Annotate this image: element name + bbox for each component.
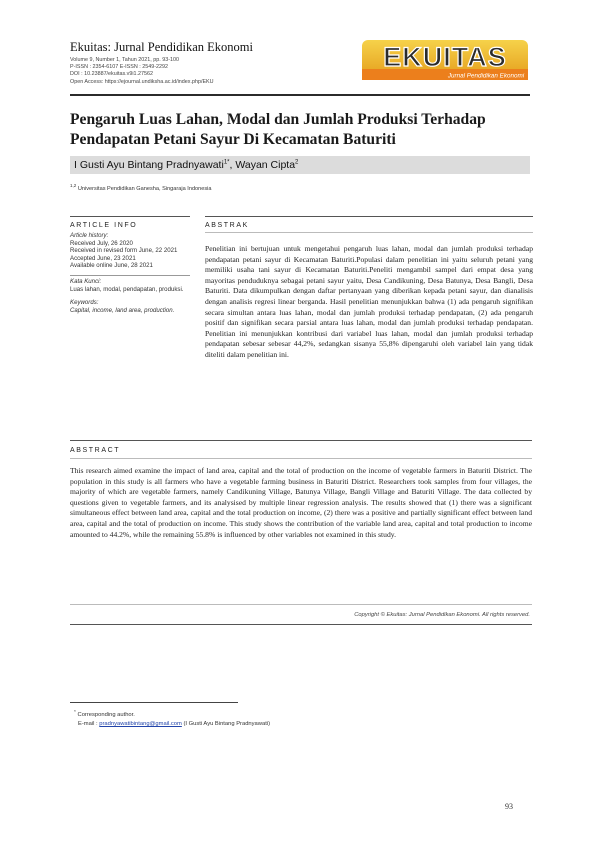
- revised-date: Received in revised form June, 22 2021: [70, 247, 178, 255]
- copyright-rule: [70, 624, 532, 625]
- keywords-id-label: Kata Kunci:: [70, 277, 102, 285]
- abstrak-rule: [205, 216, 533, 217]
- author-1-marker: 1*: [223, 159, 230, 166]
- paper-title: Pengaruh Luas Lahan, Modal dan Jumlah Produksi Terhadap Pendapatan Petani Sayur Di Kecamatan Baturiti: [70, 111, 486, 148]
- journal-doi: DOI : 10.23887/ekuitas.v9i1.27562: [70, 71, 154, 78]
- keywords-id: Luas lahan, modal, pendapatan, produksi.: [70, 285, 184, 293]
- author-list: [74, 159, 298, 171]
- received-date: Received July, 26 2020: [70, 239, 133, 247]
- author-2: Wayan Cipta: [235, 159, 296, 171]
- journal-name: Ekuitas: Jurnal Pendidikan Ekonomi: [70, 40, 253, 54]
- article-info-heading: ARTICLE INFO: [70, 222, 138, 229]
- abstract-text: This research aimed examine the impact of land area, capital and the total of production on the income of vegetable farmers in Baturiti District. The population in this study is all farmers who have a vegetable farming business in Baturiti District. Researchers took samples from four villages, the majority of which are vegetable farmers, namely Candikuning Village, Batunya Village, Bangli Village and Baturiti Village. The data collected by questions given to vegetable farmers, and its analysised by multiple linear regression analysis. The results showed that (1) there was a significant simultaneous effect between land area, capital and the total production on income, (2) there was a positive and partially significant effect between land area, capital and the total of production on income. This study shows the contribution of the variable land area, capital and total production to income amounted to 44.2%, while the remaining 55.8% is influenced by other variables not examined in this study.: [70, 466, 532, 539]
- keywords-en: Capital, income, land area, production.: [70, 306, 175, 314]
- abstract-heading: ABSTRACT: [70, 447, 121, 454]
- abstrak-heading: ABSTRAK: [205, 222, 249, 229]
- journal-volume: Volume 9, Number 1, Tahun 2021, pp. 93-100: [70, 57, 179, 63]
- online-date: Available online June, 28 2021: [70, 262, 153, 270]
- footnote: [74, 708, 270, 729]
- journal-issn: P-ISSN : 2354-6107 E-ISSN : 2549-2292: [70, 64, 168, 71]
- journal-header: [70, 40, 360, 86]
- affiliation-marker: 1,2: [70, 183, 77, 188]
- history-label: Article history:: [70, 232, 109, 239]
- footnote-rule: [70, 702, 238, 703]
- abstract-rule: [70, 440, 532, 441]
- email-link[interactable]: pradnyawatibintang@gmail.com: [99, 720, 182, 727]
- author-1: I Gusti Ayu Bintang Pradnyawati: [74, 159, 224, 171]
- copyright-notice: Copyright © Ekuitas: Jurnal Pendidikan Ekonomi. All rights reserved.: [354, 612, 530, 618]
- abstrak-subrule: [205, 232, 533, 233]
- article-info: [70, 232, 190, 314]
- logo-subtitle: Jurnal Pendidikan Ekonomi: [447, 72, 525, 80]
- journal-open-access: Open Access: https://ejournal.undiksha.ac.id/index.php/EKU: [70, 78, 214, 85]
- footnote-label: Corresponding author.: [77, 711, 135, 718]
- email-owner: (I Gusti Ayu Bintang Pradnyawati): [181, 720, 271, 727]
- abstrak-text: Penelitian ini bertujuan untuk mengetahui pengaruh luas lahan, modal dan jumlah produksi terhadap pendapatan petani sayur di Kecamatan Baturiti.Populasi dalam penelitian ini yaitu seluruh petani yang memiliki usaha tani sayur di Kecamatan Baturiti.Peneliti mengambil sampel dari empat desa yang mayoritas penduduknya sebagai petani sayur yaitu, Desa Candikuning, Desa Batunya, Desa Bangli, Desa Baturiti. Data dikumpulkan dengan daftar pertanyaan yang diberikan kepada petani sayur, dan dianalisis dengan analisis regresi linear berganda. Hasil penelitian menunjukkan bahwa (1) ada pengaruh signifikan secara simultan antara luas lahan, modal dan jumlah produksi terhadap pendapatan, (2) ada pengaruh positif dan signifikan secara parsial antara luas lahan, modal dan jumlah produksi terhadap pendapatan. Penelitian ini menunjukkan kontribusi dari variabel luas lahan, modal dan jumlah produksi terhadap pendapatan sebesar sebesar 44,2%, sedangkan sisanya 55,8% dipengaruhi oleh variabel lain yang tidak diteliti dalam penelitian ini.: [205, 244, 533, 359]
- author-2-marker: 2: [295, 159, 299, 166]
- footnote-marker: *: [74, 710, 76, 715]
- abstract-bottom-rule: [70, 604, 532, 605]
- page-number: 93: [505, 802, 513, 811]
- abstract-subrule: [70, 458, 532, 459]
- affiliation-text: Universitas Pendidikan Ganesha, Singaraja Indonesia: [77, 185, 212, 192]
- header-divider: [70, 94, 530, 96]
- article-info-rule: [70, 216, 190, 217]
- keywords-en-label: Keywords:: [70, 299, 99, 307]
- ekuitas-logo: [360, 38, 530, 82]
- accepted-date: Accepted June, 23 2021: [70, 254, 136, 262]
- author-separator: ,: [229, 159, 236, 171]
- email-label: E-mail :: [78, 720, 100, 727]
- logo-text: EKUITAS: [383, 42, 507, 72]
- affiliation: [70, 183, 212, 192]
